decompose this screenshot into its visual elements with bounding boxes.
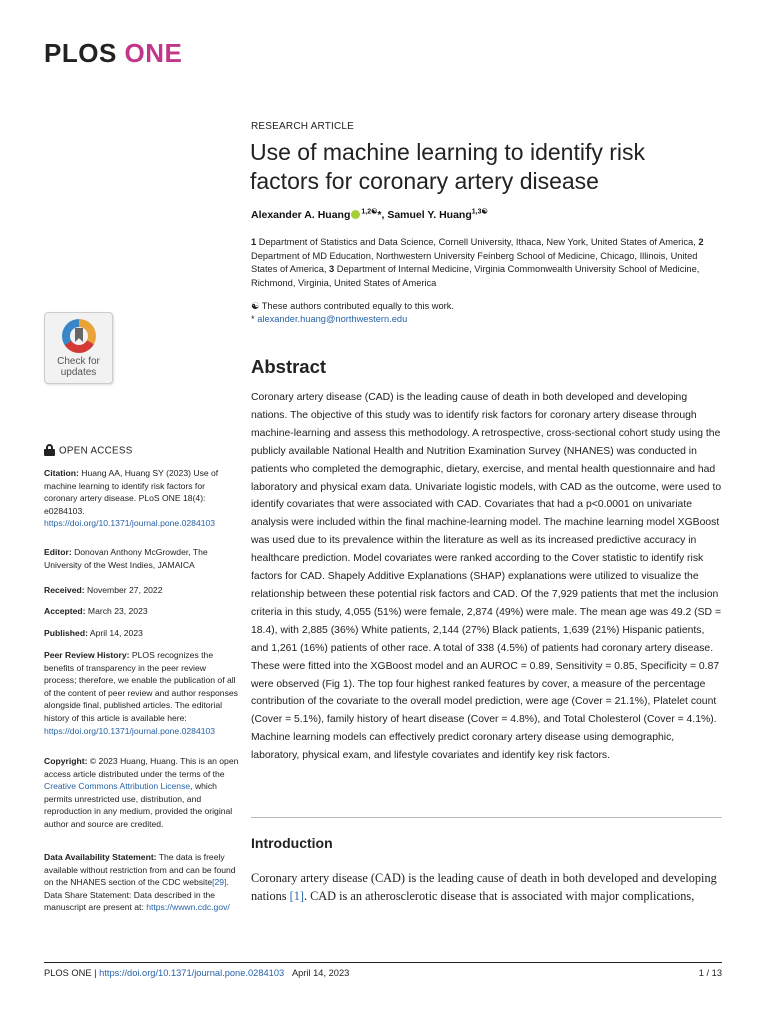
equal-contribution-note: ☯ These authors contributed equally to this work. [251,301,454,311]
affiliations [251,236,723,290]
open-access-text: OPEN ACCESS [59,445,133,457]
author-separator: , [381,209,388,221]
open-lock-icon [44,444,55,456]
published-block [44,627,239,640]
abstract-text: Coronary artery disease (CAD) is the leading cause of death in both developed and developing nations. The objective of this study was to identify risk factors for coronary artery disease through machine-learning and assess this methodology. A retrospective, cross-sectional cohort study using the publicly available National Health and Nutrition Examination Survey (NHANES) was conducted in patients who completed the demographic, dietary, exercise, and mental health questionnaire and had laboratory and physical exam data. Univariate logistic models, with CAD as the outcome, were used to identify covariates that were associated with CAD. Covariates that had a p<0.0001 on univariate analysis were included within the final machine-learning model. The machine learning model XGBoost was used due to its prevalence within the literature as well as its increased predictive accuracy in healthcare prediction. Model covariates were ranked according to the Cover statistic to identify risk factors for CAD. Shapely Additive Explanations (SHAP) explanations were utilized to visualize the relationship between these potential risk factors and CAD. Of the 7,929 patients that met the inclusion criteria in this study, 4,055 (51%) were female, 2,874 (49%) were male. The mean age was 49.2 (SD = 18.4), with 2,885 (36%) White patients, 2,144 (27%) Black patients, 1,639 (21%) Hispanic patients, and 1,261 (16%) patients of other race. A total of 338 (4.5%) of patients had coronary artery disease. These were fitted into the XGBoost model and an AUROC = 0.89, Sensitivity = 0.85, Specificity = 0.87 were observed (Fig 1). The top four highest ranked features by cover, a measure of the percentage contribution of the covariate to the overall model prediction, were age (Cover = 21.1%), Platelet count (Cover = 5.1%), family history of heart disease (Cover = 4.8%), and Total Cholesterol (Cover = 4.1%). Machine learning models can effectively predict coronary artery disease using demographic, laboratory, physical exam, and lifestyle covariates and identify key risk factors. [251,392,722,762]
accepted-label: Accepted: [44,606,86,616]
data-availability-text: . Data Share Statement: Data described in the manuscript are present at: [44,877,229,913]
email-star: * [251,313,258,324]
check-for-updates-badge[interactable] [44,312,113,384]
reference-link[interactable]: [1] [289,888,304,903]
author-1-name[interactable]: Alexander A. Huang [251,209,351,221]
journal-logo [44,38,182,69]
affiliation-text: Department of MD Education, Northwestern University Feinberg School of Medicine, Chicago, Illinois, United States of America, [251,250,698,274]
data-availability-block [44,851,239,914]
footer-date: April 14, 2023 [291,968,350,978]
orcid-icon[interactable] [351,210,360,219]
published-label: Published: [44,628,88,638]
copyright-block [44,755,239,831]
received-label: Received: [44,585,85,595]
copyright-label: Copyright: [44,756,88,766]
email-link[interactable]: alexander.huang@northwestern.edu [257,313,408,324]
footer-divider [44,962,722,963]
published-date: April 14, 2023 [87,628,143,638]
author-list [251,209,488,221]
accepted-block [44,605,239,618]
introduction-heading: Introduction [251,835,333,851]
article-type: RESEARCH ARTICLE [251,121,355,132]
author-2-name[interactable]: Samuel Y. Huang [387,209,472,221]
affiliation-number: 3 [329,264,335,274]
citation-text: Huang AA, Huang SY (2023) Use of machine learning to identify risk factors for coronary artery disease. PLoS ONE 18(4): e0284103. [44,468,219,516]
peer-review-link[interactable]: https://doi.org/10.1371/journal.pone.0284103 [44,725,216,736]
accepted-date: March 23, 2023 [85,606,148,616]
article-title: Use of machine learning to identify risk factors for coronary artery disease [250,139,646,194]
affiliation-text: Department of Internal Medicine, Virginia Commonwealth University School of Medicine, Richmond, Virginia, United States of America [251,264,700,288]
corresponding-star: * [377,209,382,221]
intro-text-part: . CAD is an atherosclerotic disease that is associated with major complications, [303,888,695,903]
author-2-affiliations: 1,3☯ [471,208,488,216]
license-link[interactable]: Creative Commons Attribution License [44,781,191,792]
peer-review-block [44,649,239,737]
peer-review-text: PLOS recognizes the benefits of transparency in the peer review process; therefore, we enable the publication of all of the content of peer review and author responses alongside final, published articles. The editorial history of this article is available here: [44,650,238,723]
author-notes [251,300,454,325]
editor-block [44,546,239,571]
affiliation-number: 2 [698,237,704,247]
citation-label: Citation: [44,468,79,478]
citation-block [44,467,239,530]
data-availability-text: The data is freely available without restriction from and can be found on the NHANES section of the CDC website [44,852,236,888]
footer-journal: PLOS ONE | [44,968,100,978]
data-availability-label: Data Availability Statement: [44,852,157,862]
affiliation-text: Department of Statistics and Data Science, Cornell University, Ithaca, New York, United States of America, [256,237,699,247]
received-block [44,584,239,597]
citation-doi-link[interactable]: https://doi.org/10.1371/journal.pone.0284103 [44,518,216,529]
section-divider [251,817,722,818]
data-reference-link[interactable]: [29] [212,877,227,888]
page-number: 1 / 13 [698,968,722,978]
copyright-text: , which permits unrestricted use, distribution, and reproduction in any medium, provided the original author and source are credited. [44,781,233,829]
open-access-label [44,445,133,457]
badge-line-1: Check for [57,356,100,367]
peer-review-label: Peer Review History: [44,650,130,660]
introduction-text [251,870,723,905]
corresponding-email-line [251,313,454,326]
author-1-affiliations: 1,2☯ [361,208,378,216]
badge-line-2: updates [60,367,97,378]
affiliation-number: 1 [251,237,257,247]
copyright-text: © 2023 Huang, Huang. This is an open access article distributed under the terms of the [44,756,239,779]
editor-text: Donovan Anthony McGrowder, The University of the West Indies, JAMAICA [44,547,208,570]
abstract-heading: Abstract [251,356,327,377]
badge-label [45,356,112,378]
footer-doi-link[interactable]: https://doi.org/10.1371/journal.pone.0284103 [99,968,285,978]
cdc-link[interactable]: https://wwwn.cdc.gov/ [146,902,230,913]
footer [44,968,349,978]
editor-label: Editor: [44,547,72,557]
logo-one: ONE [124,38,183,68]
intro-text-part: Coronary artery disease (CAD) is the leading cause of death in both developed and developing nations [251,871,717,903]
crossmark-icon [62,319,96,353]
logo-plos: PLOS [44,38,117,68]
received-date: November 27, 2022 [84,585,163,595]
